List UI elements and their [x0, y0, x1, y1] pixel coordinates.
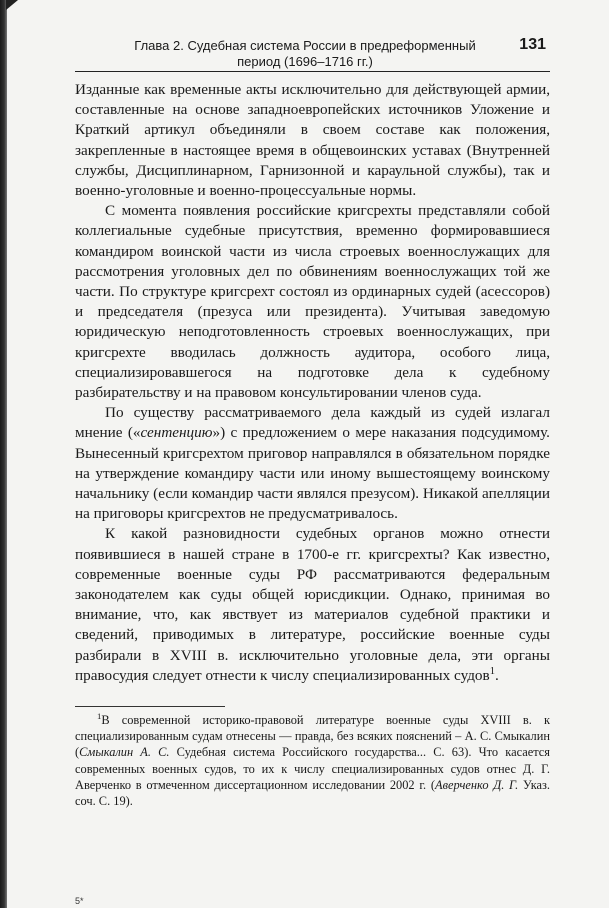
chapter-title-line1: Глава 2. Судебная система России в предреформенный: [134, 38, 476, 53]
footnote-text: [75, 712, 550, 809]
paragraph-4-text: К какой разновидности судебных органов можно отнести появившиеся в нашей стране в 1700-е гг. кригсрехты? Как известно, современные военные суды РФ рассматриваются федеральным законодателем как суды общей юрисдикции. Однако, принимая во внимание, что, как явствует из материалов судебной практики и сведений, приводимых в литературе, российские военные суды разбирали в XVIII в. исключительно уголовные дела, эти органы правосудия следует отнести к числу специализированных судов: [75, 525, 550, 684]
footnote: [75, 712, 550, 809]
paragraph-3-emphasis: сентенцию: [140, 424, 213, 442]
footnote-part-3: Указ. соч. С. 19).: [75, 777, 551, 809]
paragraph-3-end: ») с предложением о мере наказания подсудимому. Вынесенный кригсрехтом приговор направлялся в обязательном порядке на утверждение командиру части или иному вышестоящему воинскому начальнику (если командир части являлся презусом). Никакой апелляции на приговоры кригсрехтов не предусматривалось.: [75, 424, 550, 523]
paragraph-3: [75, 403, 550, 524]
footnote-author-1: Смыкалин А. С.: [79, 745, 170, 760]
footnote-marker: 1: [97, 710, 102, 721]
footnote-reference[interactable]: 1: [489, 665, 496, 677]
footnote-rule: [75, 706, 225, 707]
paragraph-4: [75, 524, 550, 686]
footnote-author-2: Аверченко Д. Г.: [435, 777, 519, 792]
paragraph-3-start: По существу рассматриваемого дела каждый из судей излагал мнение («: [75, 404, 550, 442]
header-rule: [75, 71, 550, 72]
signature-mark: 5*: [75, 896, 84, 906]
chapter-title: [115, 38, 495, 70]
corner-mark: [6, 0, 18, 10]
main-text: [75, 80, 550, 686]
paragraph-4-end: .: [495, 666, 499, 684]
book-spine-shadow: [0, 0, 7, 908]
footnote-part-1: В современной историко-правовой литературе военные суды XVIII в. к специализированным судам отнесены — правда, без всяких пояснений – А. С. Смыкалин (: [75, 713, 550, 760]
running-head: [75, 34, 550, 74]
paragraph-2: С момента появления российские кригсрехты представляли собой коллегиальные судебные присутствия, временно формировавшиеся командиром воинской части из числа строевых военнослужащих для рассмотрения уголовных дел по обвинениям военнослужащих той же части. По структуре кригсрехт состоял из ординарных судей (асессоров) и председателя (презуса или президента). Учитывая заведомую юридическую неподготовленность строевых военнослужащих, при кригсрехте вводилась должность аудитора, особого лица, специализировавшегося на подготовке дела к судебному разбирательству и на правовом консультировании членов суда.: [75, 202, 550, 402]
chapter-title-line2: период (1696–1716 гг.): [237, 54, 373, 69]
footnote-part-2: Судебная система Российского государства... С. 63). Что касается современных военных судов, то их к числу специализированных судов отнес Д. Г. Аверченко в отмеченном диссертационном исследовании 2002 г. (: [75, 745, 550, 792]
paragraph-1: Изданные как временные акты исключительно для действующей армии, составленные на основе западноевропейских источников Уложение и Краткий артикул объединяли в своем составе как положения, закрепленные в настоящее время в общевоинских уставах (Внутренней службы, Дисциплинарном, Гарнизонной и караульной службы), так и военно-уголовные и военно-процессуальные нормы.: [75, 81, 550, 200]
page-number: 131: [519, 36, 546, 53]
